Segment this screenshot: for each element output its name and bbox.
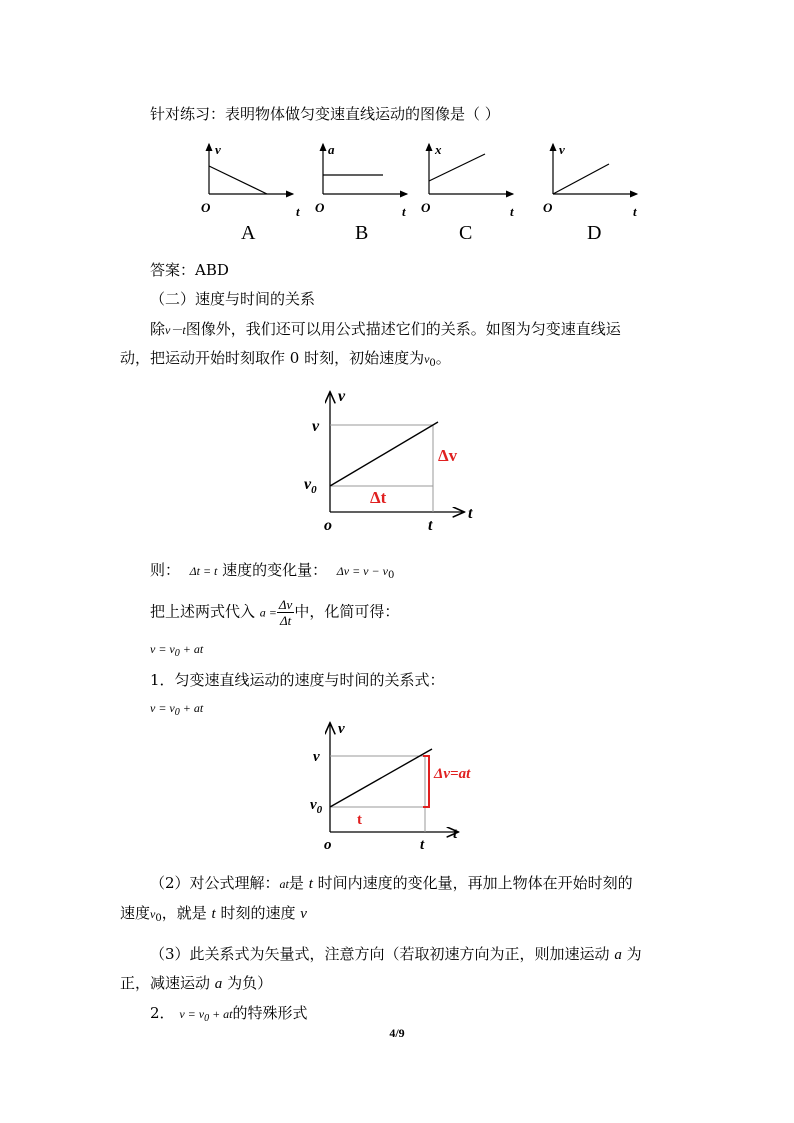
fig2-v0-label: $v_0$	[310, 797, 323, 816]
velocity-time-figure-1	[298, 385, 488, 533]
note3-line-1: （3）此关系式为矢量式，注意方向（若取初速方向为正，则加速运动 a 为	[150, 945, 642, 963]
graph-c-origin: O	[421, 200, 431, 215]
fig1-dt-label: Δt	[370, 488, 387, 507]
fig1-t-label: t	[428, 517, 433, 533]
graph-b-xlabel: t	[402, 204, 406, 219]
graph-b-ylabel: a	[328, 142, 335, 157]
item1-title: 1．匀变速直线运动的速度与时间的关系式：	[150, 671, 445, 689]
fig1-origin: o	[324, 517, 332, 533]
paragraph-line-2: 动，把运动开始时刻取作 0 时刻，初始速度为$v_0$。	[120, 349, 451, 369]
fig2-dv-label: Δv=at	[434, 766, 471, 782]
substitution-line: 把上述两式代入 a = $\frac{\Delta v}{\Delta t}$ 中，化简可得：	[150, 597, 400, 628]
velocity-time-figure-2	[302, 718, 492, 858]
fig1-v-label: v	[312, 418, 320, 435]
item1-formula: $v = v_0$ + at	[150, 701, 204, 718]
section-heading: （二）速度与时间的关系	[150, 290, 316, 308]
fig2-v-label: v	[313, 749, 320, 765]
exercise-answer: 答案：ABD	[150, 261, 229, 279]
fig2-dv-bracket	[423, 756, 429, 807]
derivation-line: 则： Δt = t 速度的变化量： $\Delta v = v - v_0$	[150, 561, 395, 581]
note2-line-1: （2）对公式理解：at是 t 时间内速度的变化量，再加上物体在开始时刻的	[150, 874, 633, 892]
option-graphs	[195, 138, 655, 248]
fig1-velocity-line	[330, 422, 438, 486]
note2-line-2: 速度$v_0$，就是 t 时刻的速度 v	[120, 904, 307, 924]
graph-b-origin: O	[315, 200, 325, 215]
graph-a	[201, 142, 300, 244]
graph-d-origin: O	[543, 200, 553, 215]
page-number: 4/9	[389, 1026, 405, 1040]
exercise-question: 针对练习：表明物体做匀变速直线运动的图像是（ ）	[150, 105, 500, 123]
graph-c	[421, 142, 514, 244]
fig1-y-label: v	[338, 388, 346, 405]
graph-d-xlabel: t	[633, 204, 637, 219]
fig2-t-label: t	[420, 837, 425, 853]
graph-c-xlabel: t	[510, 204, 514, 219]
graph-c-option: C	[459, 222, 473, 244]
result-formula: $v = v_0$ + at	[150, 642, 204, 659]
fig1-x-label: t	[468, 505, 473, 522]
fig1-v0-label: $v_0$	[304, 476, 317, 496]
graph-b-option: B	[355, 222, 369, 244]
graph-a-option: A	[241, 222, 256, 244]
paragraph-line-1: 除v－t图像外，我们还可以用公式描述它们的关系。如图为匀变速直线运	[150, 320, 621, 338]
graph-a-origin: O	[201, 200, 211, 215]
graph-a-ylabel: v	[215, 142, 221, 157]
fig2-y-label: v	[338, 721, 345, 737]
note3-line-2: 正，减速运动 a 为负）	[120, 974, 273, 992]
fig2-dt-label: t	[357, 812, 362, 828]
graph-d-option: D	[587, 222, 602, 244]
fig2-x-label: t	[453, 826, 458, 842]
item2-line: 2． $v = v_0$ + at的特殊形式	[150, 1004, 308, 1024]
fig1-dv-label: Δv	[438, 446, 458, 465]
fig2-velocity-line	[330, 749, 432, 807]
graph-b	[315, 142, 407, 244]
fig2-origin: o	[324, 837, 332, 853]
graph-c-ylabel: x	[435, 142, 442, 157]
graph-d	[543, 142, 637, 244]
graph-a-xlabel: t	[296, 204, 300, 219]
graph-d-ylabel: v	[559, 142, 565, 157]
